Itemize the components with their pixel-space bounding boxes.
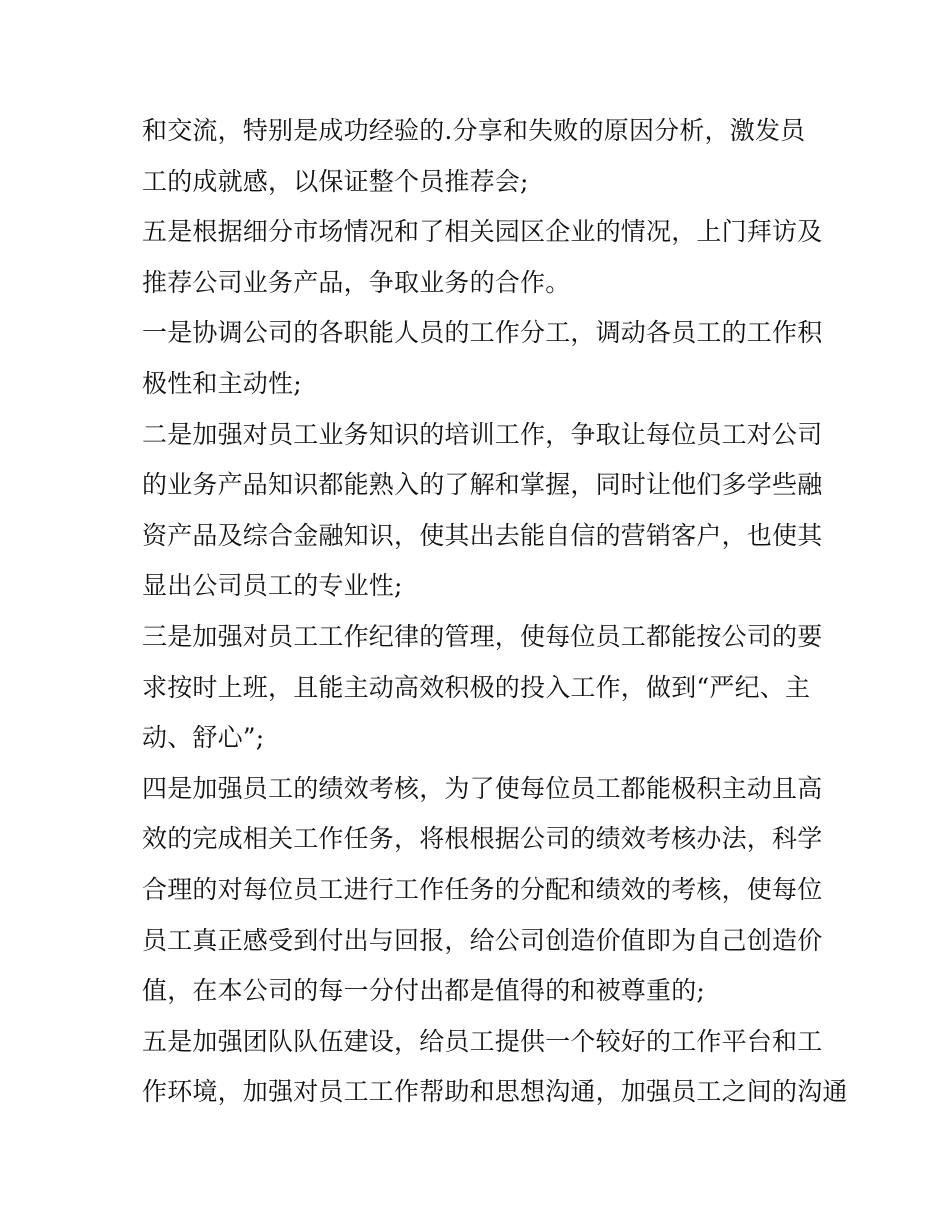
text-line: 的业务产品知识都能熟入的了解和掌握，同时让他们多学些融 (142, 470, 823, 500)
text-line: 和交流，特别是成功经验的.分享和失败的原因分析，激发员 (142, 116, 806, 145)
text-line: 推荐公司业务产品，争取业务的合作。 (142, 267, 571, 297)
text-line: 极性和主动性; (142, 368, 302, 398)
text-line: 动、舒心”; (142, 723, 265, 753)
text-line: 二是加强对员工业务知识的培训工作，争取让每位员工对公司 (142, 419, 823, 449)
text-line: 工的成就感，以保证整个员推荐会; (142, 166, 529, 196)
text-line: 三是加强对员工工作纪律的管理，使每位员工都能按公司的要 (142, 621, 823, 651)
text-line: 作环境，加强对员工工作帮助和思想沟通，加强员工之间的沟通 (142, 1077, 848, 1107)
text-line: 效的完成相关工作任务，将根根据公司的绩效考核办法，科学 (142, 824, 823, 854)
text-line: 五是加强团队队伍建设，给员工提供一个较好的工作平台和工 (142, 1026, 823, 1056)
text-line: 合理的对每位员工进行工作任务的分配和绩效的考核，使每位 (142, 874, 823, 904)
text-line: 一是协调公司的各职能人员的工作分工，调动各员工的工作积 (142, 318, 823, 348)
text-line: 求按时上班，且能主动高效积极的投入工作，做到“严纪、主 (142, 672, 811, 702)
text-line: 四是加强员工的绩效考核，为了使每位员工都能极积主动且高 (142, 773, 823, 803)
text-line: 值，在本公司的每一分付出都是值得的和被尊重的; (142, 976, 706, 1006)
body-text (142, 106, 848, 1118)
text-line: 显出公司员工的专业性; (142, 571, 403, 601)
text-line: 员工真正感受到付出与回报，给公司创造价值即为自己创造价 (142, 925, 823, 955)
text-line: 五是根据细分市场情况和了相关园区企业的情况，上门拜访及 (142, 217, 823, 247)
text-line: 资产品及综合金融知识，使其出去能自信的营销客户，也使其 (142, 520, 823, 550)
